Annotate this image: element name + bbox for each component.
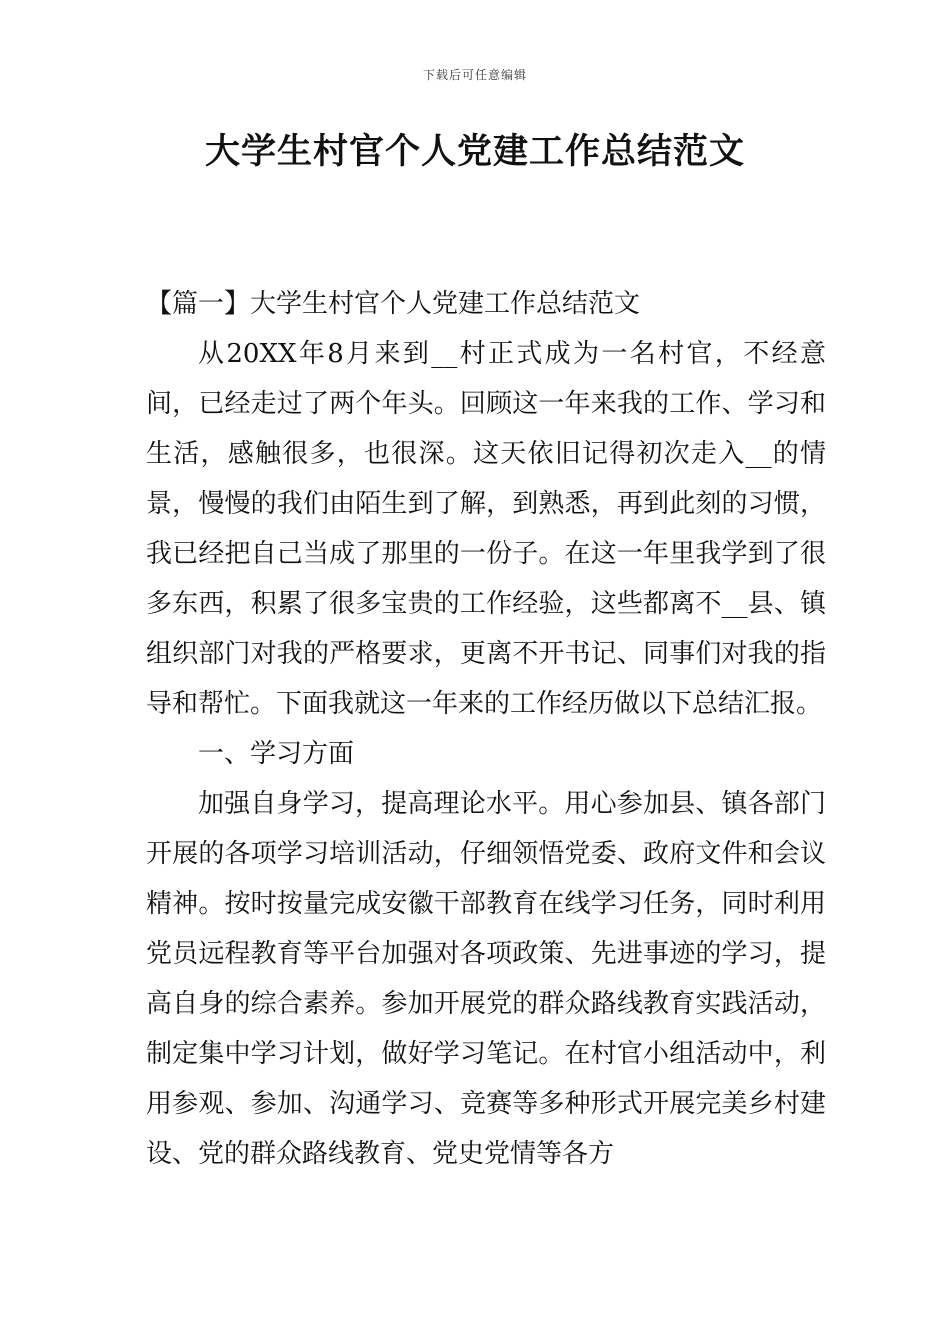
header-note: 下载后可任意编辑 xyxy=(422,68,527,82)
section-heading-study: 一、学习方面 xyxy=(198,739,355,769)
body-paragraph: 从20XX年8月来到__村正式成为一名村官，不经意间，已经走过了两个年头。回顾这一年来我的工作、学习和生活，感触很多，也很深。这天依旧记得初次走入__的情景，慢慢的我们由陌生到了解，到熟悉，再到此刻的习惯，我已经把自己当成了那里的一份子。在这一年里我学到了很多东西，积累了很多宝贵的工作经验，这些都离不__县、镇组织部门对我的严格要求，更离不开书记、同事们对我的指导和帮忙。下面我就这一年来的工作经历做以下总结汇报。 xyxy=(146,339,826,719)
document-body xyxy=(146,279,826,1179)
part-heading: 【篇一】大学生村官个人党建工作总结范文 xyxy=(146,289,641,319)
body-paragraph: 加强自身学习，提高理论水平。用心参加县、镇各部门开展的各项学习培训活动，仔细领悟党委、政府文件和会议精神。按时按量完成安徽干部教育在线学习任务，同时利用党员远程教育等平台加强对各项政策、先进事迹的学习，提高自身的综合素养。参加开展党的群众路线教育实践活动，制定集中学习计划，做好学习笔记。在村官小组活动中，利用参观、参加、沟通学习、竞赛等多种形式开展完美乡村建设、党的群众路线教育、党史党情等各方 xyxy=(146,789,826,1169)
document-title: 大学生村官个人党建工作总结范文 xyxy=(204,132,745,172)
